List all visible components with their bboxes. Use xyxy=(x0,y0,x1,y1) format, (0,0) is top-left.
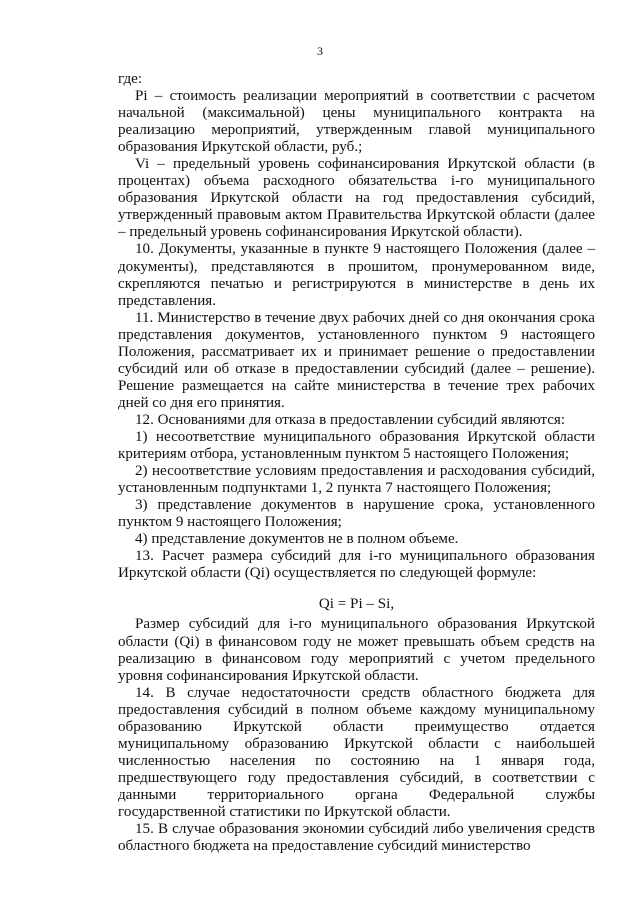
paragraph-item-12: 12. Основаниями для отказа в предоставлении субсидий являются: xyxy=(135,411,566,428)
formula-qi: Qi = Pi – Si, xyxy=(318,596,395,613)
paragraph-pi-definition: Pi – стоимость реализации мероприятий в соответствии с расчетом начальной (максимальной) цены муниципального контракта на реализацию мероприятий, утвержденным главой муниципального образования Иркутской области, руб.; xyxy=(118,88,595,156)
paragraph-item-12-3: 3) представление документов в нарушение срока, установленного пунктом 9 настоящего Положения; xyxy=(118,497,595,531)
paragraph-item-13: 13. Расчет размера субсидий для i-го муниципального образования Иркутской области (Qi) осуществляется по следующей формуле: xyxy=(118,548,595,582)
paragraph-vi-definition: Vi – предельный уровень софинансирования Иркутской области (в процентах) объема расходного обязательства i-го муниципального образования Иркутской области на год предоставления субсидий, утвержденный правовым актом Правительства Иркутской области (далее – предельный уровень софинансирования Иркутской области). xyxy=(118,156,595,241)
paragraph-item-12-1: 1) несоответствие муниципального образования Иркутской области критериям отбора, установленным пунктом 5 настоящего Положения; xyxy=(118,428,595,463)
paragraph-item-10: 10. Документы, указанные в пункте 9 настоящего Положения (далее – документы), представляются в прошитом, пронумерованном виде, скрепляются печатью и регистрируются в министерстве в день их представления. xyxy=(118,241,595,309)
page-number: 3 xyxy=(317,44,323,58)
paragraph-item-14: 14. В случае недостаточности средств областного бюджета для предоставления субсидий в полном объеме каждому муниципальному образованию Иркутской области преимущество отдается муниципальному образованию Иркутской области с наибольшей численностью населения по состоянию на 1 января года, предшествующего году предоставления субсидий, в соответствии с данными территориального органа Федеральной службы государственной статистики по Иркутской области. xyxy=(118,684,595,820)
paragraph-item-11: 11. Министерство в течение двух рабочих дней со дня окончания срока представления документов, установленного пунктом 9 настоящего Положения, рассматривает их и принимает решение о предоставлении субсидий или об отказе в предоставлении субсидий (далее – решение). Решение размещается на сайте министерства в течение трех рабочих дней со дня его принятия. xyxy=(118,309,595,411)
paragraph-subsidy-limit: Размер субсидий для i-го муниципального образования Иркутской области (Qi) в финансовом году не может превышать объем средств на реализацию в финансовом году мероприятий с учетом предельного уровня софинансирования Иркутской области. xyxy=(118,616,595,684)
paragraph-item-12-2: 2) несоответствие условиям предоставления и расходования субсидий, установленным подпунктами 1, 2 пункта 7 настоящего Положения; xyxy=(118,463,595,497)
paragraph-where: где: xyxy=(118,71,143,87)
paragraph-item-12-4: 4) представление документов не в полном объеме. xyxy=(135,531,459,548)
document-body xyxy=(118,71,595,855)
paragraph-item-15: 15. В случае образования экономии субсидий либо увеличения средств областного бюджета на предоставление субсидий министерство xyxy=(118,821,595,855)
